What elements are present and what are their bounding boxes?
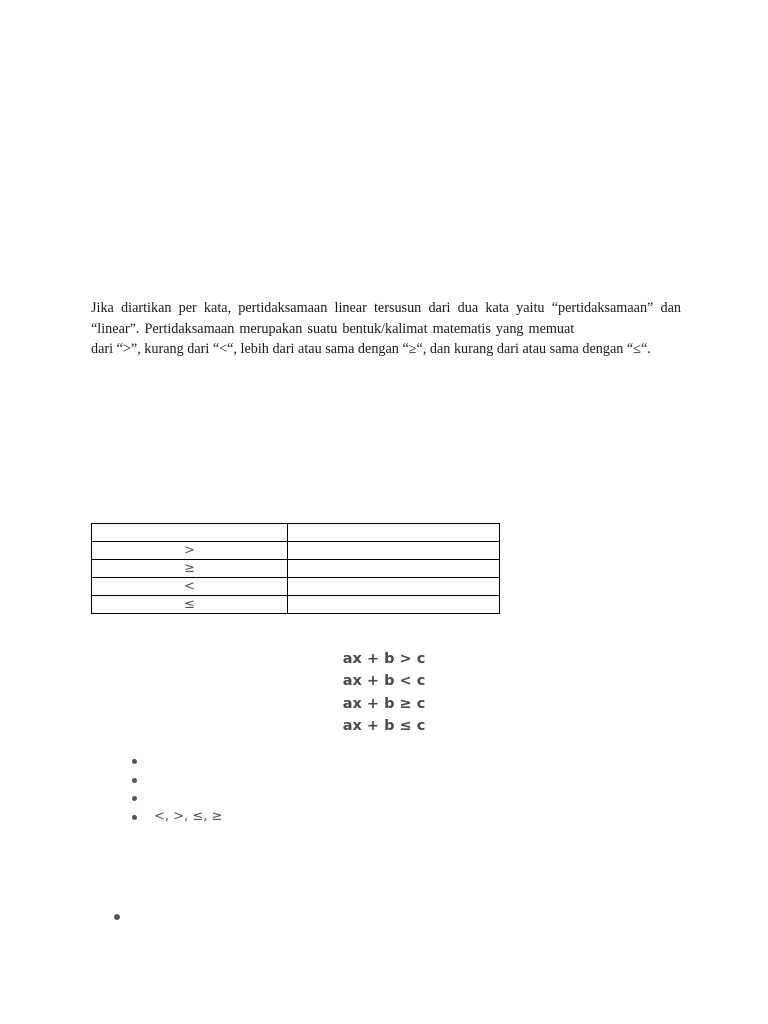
inequality-symbol-table <box>91 523 500 614</box>
formula-greater-equal: ax + b ≥ c <box>342 695 426 712</box>
table-header-cell <box>92 524 288 542</box>
table-header-row <box>92 524 500 542</box>
table-row <box>92 596 500 614</box>
bullet-dot-icon <box>132 759 137 764</box>
bullet-list <box>130 752 222 826</box>
table-row <box>92 560 500 578</box>
meaning-cell <box>288 542 500 560</box>
bullet-dot-icon <box>114 914 120 920</box>
list-item <box>130 771 222 790</box>
symbol-cell: > <box>92 542 288 560</box>
list-item <box>130 789 222 808</box>
bullet-dot-icon <box>132 796 137 801</box>
table-row <box>92 578 500 596</box>
formula-greater: ax + b > c <box>342 651 426 667</box>
bullet-dot-icon <box>132 778 137 783</box>
bullet-dot-icon <box>132 815 137 820</box>
table-row <box>92 542 500 560</box>
symbol-cell: ≤ <box>92 596 288 614</box>
paragraph-line-3: dari “>”, kurang dari “<“, lebih dari atau sama dengan “≥“, dan kurang dari atau sama dengan “≤“. <box>91 341 651 357</box>
paragraph-line-2: “linear”. Pertidaksamaan merupakan suatu bentuk/kalimat matematis yang memuat <box>91 320 575 337</box>
intro-paragraph <box>91 298 681 360</box>
meaning-cell <box>288 560 500 578</box>
meaning-cell <box>288 578 500 596</box>
list-item <box>130 752 222 771</box>
meaning-cell <box>288 596 500 614</box>
formula-less-equal: ax + b ≤ c <box>342 717 426 734</box>
paragraph-line-1: Jika diartikan per kata, pertidaksamaan linear tersusun dari dua kata yaitu “pertidaksamaan” dan <box>91 300 681 316</box>
symbol-cell: < <box>92 578 288 596</box>
formula-less: ax + b < c <box>342 673 426 690</box>
symbol-cell: ≥ <box>92 560 288 578</box>
formula-block <box>0 648 768 737</box>
table-header-cell <box>288 524 500 542</box>
list-item <box>130 808 222 827</box>
list-item-text: <, >, ≤, ≥ <box>154 808 223 824</box>
